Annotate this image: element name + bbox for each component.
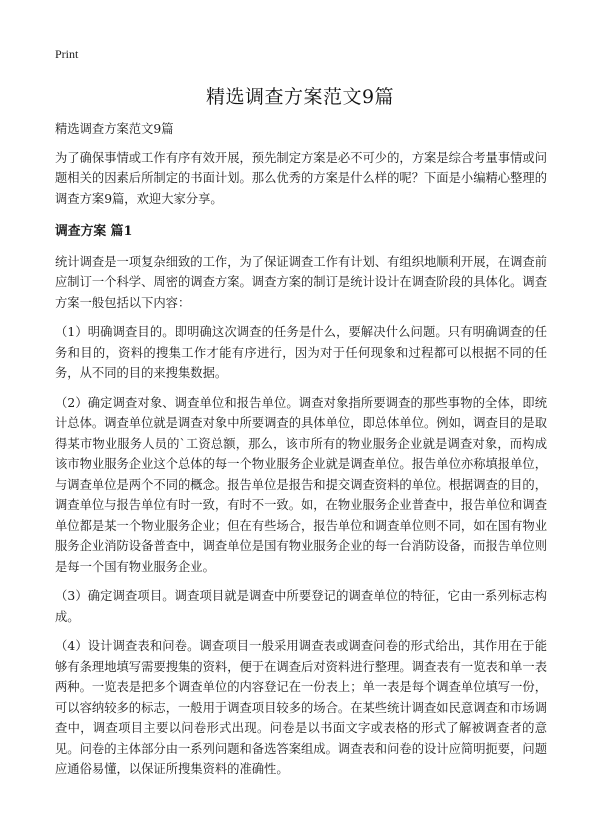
body-paragraph-overview: 统计调查是一项复杂细致的工作，为了保证调查工作有计划、有组织地顺利开展，在调查前应制订一个科学、周密的调查方案。调查方案的制订是统计设计在调查阶段的具体化。调查方案一般包括以下内容： — [55, 254, 547, 310]
body-paragraph-item-2: （2）确定调查对象、调查单位和报告单位。调查对象指所要调查的那些事物的全体，即统计总体。调查单位就是调查对象中所要调查的具体单位，即总体单位。例如，调查目的是取得某市物业服务人员的`工资总额，那么，该市所有的物业服务企业就是调查对象，而构成该市物业服务企业这个总体的每一个物业服务企业就是调查单位。报告单位亦称填报单位，与调查单位是两个不同的概念。报告单位是报告和提交调查资料的单位。根据调查的目的，调查单位与报告单位有时一致，有时不一致。如，在物业服务企业普查中，报告单位和调查单位都是某一个物业服务企业；但在有些场合，报告单位和调查单位则不同，如在国有物业服务企业消防设备普查中，调查单位是国有物业服务企业的每一台消防设备，而报告单位则是每一个国有物业服务企业。 — [55, 395, 547, 574]
document-title: 精选调查方案范文9篇 — [205, 86, 395, 108]
document-body — [55, 119, 547, 789]
body-paragraph-item-4: （4）设计调查表和问卷。调查项目一般采用调查表或调查问卷的形式给出，其作用在于能够有条理地填写需要搜集的资料，便于在调查后对资料进行整理。调查表有一览表和单一表两种。一览表是把多个调查单位的内容登记在一份表上；单一表是每个调查单位填写一份，可以容纳较多的标志，一般用于调查项目较多的场合。在某些统计调查如民意调查和市场调查中，调查项目主要以问卷形式出现。问卷是以书面文字或表格的形式了解被调查者的意见。问卷的主体部分由一系列问题和备选答案组成。调查表和问卷的设计应简明扼要，问题应通俗易懂，以保证所搜集资料的准确性。 — [55, 639, 547, 776]
section-heading: 调查方案 篇1 — [55, 224, 133, 239]
body-paragraph-item-1: （1）明确调查目的。即明确这次调查的任务是什么，要解决什么问题。只有明确调查的任务和目的，资料的搜集工作才能有序进行，因为对于任何现象和过程都可以根据不同的任务，从不同的目的来搜集数据。 — [55, 325, 547, 380]
print-label: Print — [55, 47, 79, 61]
intro-paragraph: 为了确保事情或工作有序有效开展，预先制定方案是必不可少的，方案是综合考量事情或问题相关的因素后所制定的书面计划。那么优秀的方案是什么样的呢？下面是小编精心整理的调查方案9篇，欢迎大家分享。 — [55, 150, 547, 206]
body-paragraph-item-3: （3）确定调查项目。调查项目就是调查中所要登记的调查单位的特征，它由一系列标志构成。 — [55, 589, 547, 624]
document-subtitle: 精选调查方案范文9篇 — [55, 122, 174, 136]
